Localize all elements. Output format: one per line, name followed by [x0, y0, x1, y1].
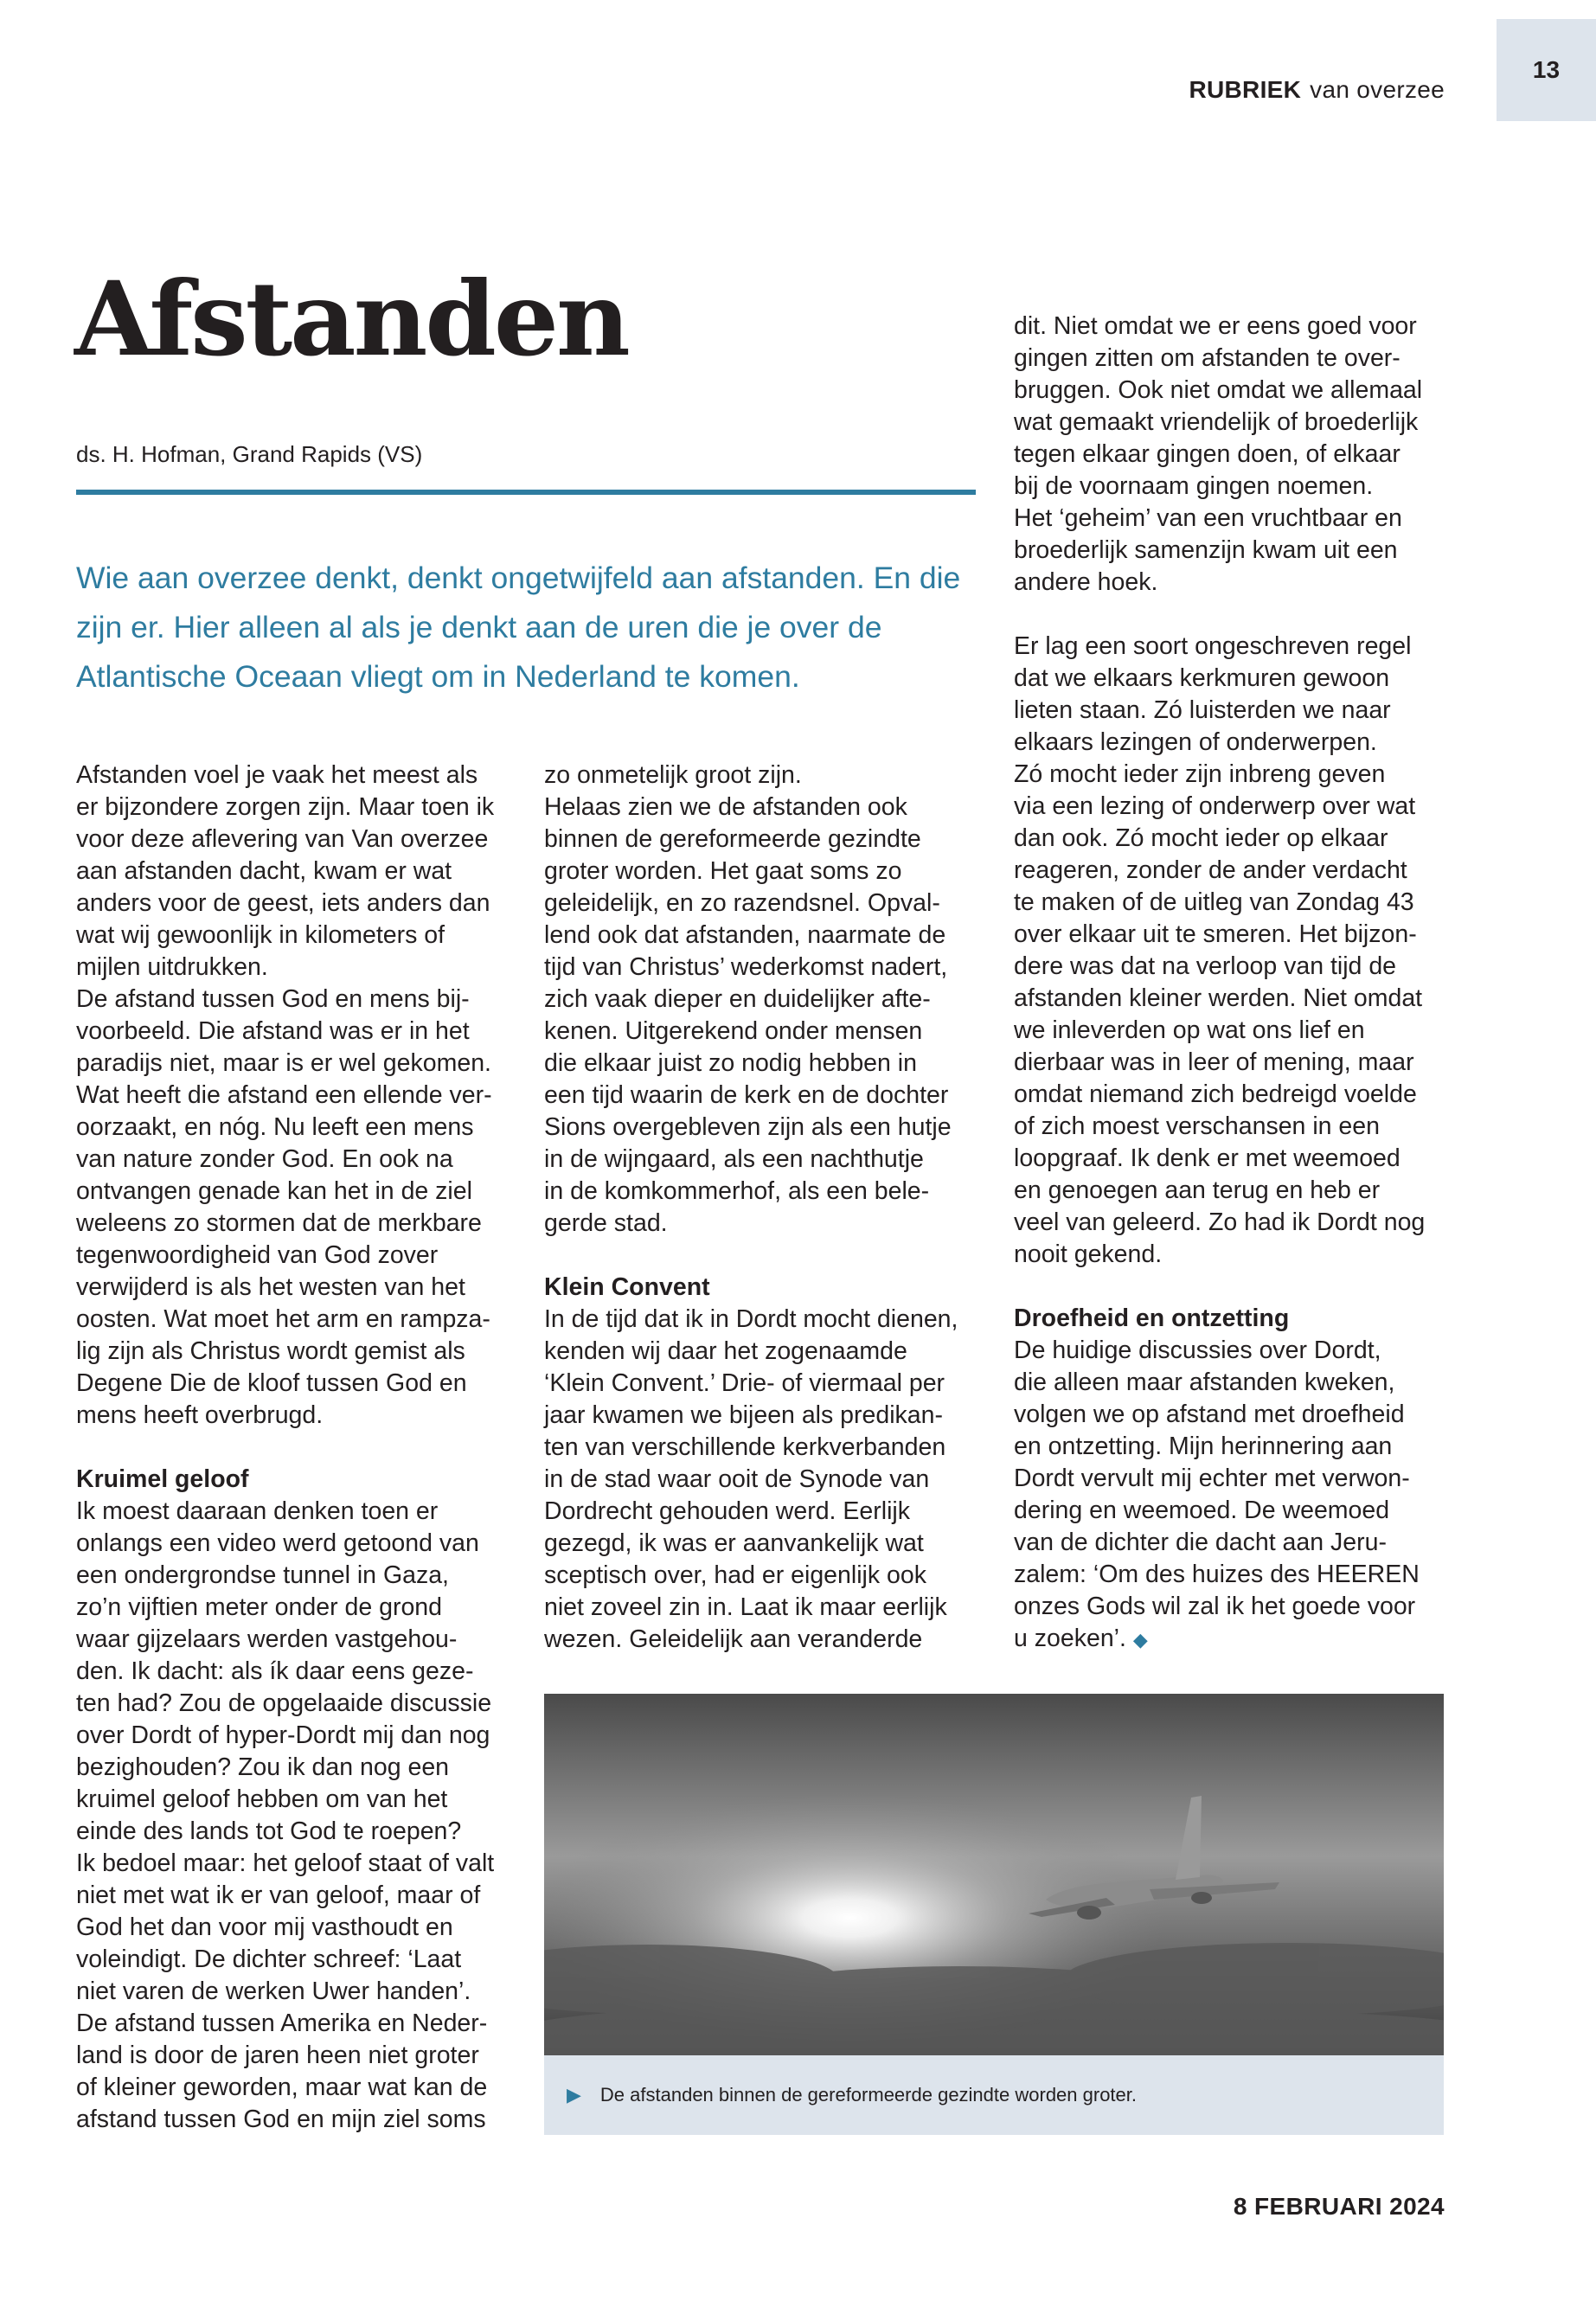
paragraph: dit. Niet omdat we er eens goed voor gingen zitten om afstanden te over- bruggen. Ook niet omdat we allemaal wat gemaakt vriendelijk of broederlijk tegen elkaar gingen doen, of elkaar bij de voornaam gingen noemen. Het ‘geheim’ van een vruchtbaar en broederlijk samenzijn kwam uit een andere hoek. [1014, 312, 1423, 596]
caption-text: De afstanden binnen de gereformeerde gezindte worden groter. [599, 2084, 1138, 2106]
paragraph: Er lag een soort ongeschreven regel dat we elkaars kerkmuren gewoon lieten staan. Zó luisterden we naar elkaars lezingen of onderwerpen. Zó mocht ieder zijn inbreng geven via een lezing of onderwerp over wat dan ook. Zó mocht ieder op elkaar reageren, zonder de ander verdacht te maken of de uitleg van Zondag 43 over elkaar uit te smeren. Het bijzon- dere was dat na verloop van tijd de afstanden kleiner werden. Niet omdat we inleverden op wat ons lief en dierbaar was in leer of mening, maar omdat niemand zich bedreigd voelde of zich moest verschansen in een loopgraaf. Ik denk er met weemoed en genoegen aan terug en heb er veel van geleerd. Zo had ik Dordt nog nooit gekend. [1014, 632, 1426, 1268]
issue-date: 8 FEBRUARI 2024 [1233, 2193, 1445, 2220]
paragraph: Ik moest daaraan denken toen er onlangs een video werd getoond van een ondergrondse tunnel in Gaza, zo’n vijftien meter onder de grond waar gijzelaars werden vastgehou- den. Ik dacht: als ík daar eens geze- ten had? Zou de opgelaaide discussie over Dordt of hyper-Dordt mij dan nog bezighouden? Zou ik dan nog een kruimel geloof hebben om van het einde des lands tot God te roepen? Ik bedoel maar: het geloof staat of valt niet met wat ik er van geloof, maar of God het dan voor mij vasthoudt en voleindigt. De dichter schreef: ‘Laat niet varen de werken Uwer handen’. De afstand tussen Amerika en Neder- land is door de jaren heen niet groter of kleiner geworden, maar wat kan de afstand tussen God en mijn ziel soms [76, 1497, 495, 2133]
airplane-photo [544, 1694, 1444, 2055]
page-number: 13 [1497, 19, 1596, 121]
column-1 [76, 760, 509, 2136]
triangle-marker-icon: ▶ [567, 2084, 581, 2106]
lead-paragraph: Wie aan overzee denkt, denkt ongetwijfeld aan afstanden. En die zijn er. Hier alleen al als je denkt aan de uren die je over de Atlantische Oceaan vliegt om in Nederland te komen. [76, 561, 961, 694]
subheading-klein-convent: Klein Convent [544, 1273, 710, 1301]
column-3 [1014, 311, 1446, 1656]
paragraph: In de tijd dat ik in Dordt mocht dienen, kenden wij daar het zogenaamde ‘Klein Convent.’ Drie- of viermaal per jaar kwamen we bijeen als predikan- ten van verschillende kerkverbanden in de stad waar ooit de Synode van Dordrecht gehouden werd. Eerlijk gezegd, ik was er aanvankelijk wat sceptisch over, had er eigenlijk ook niet zoveel zin in. Laat ik maar eerlijk wezen. Geleidelijk aan veranderde [544, 1305, 958, 1653]
photo-caption [544, 2055, 1444, 2135]
subheading-kruimel-geloof: Kruimel geloof [76, 1465, 249, 1493]
article-title: Afstanden [74, 259, 628, 379]
running-header [1189, 76, 1445, 104]
section-name: van overzee [1310, 76, 1445, 103]
column-2 [544, 760, 977, 1656]
paragraph: zo onmetelijk groot zijn. Helaas zien we de afstanden ook binnen de gereformeerde gezindte groter worden. Het gaat soms zo geleidelijk, en zo razendsnel. Opval- lend ook dat afstanden, naarmate de tijd van Christus’ wederkomst nadert, zich vaak dieper en duidelijker afte- kenen. Uitgerekend onder mensen die elkaar juist zo nodig hebben in een tijd waarin de kerk en de dochter Sions overgebleven zijn als een hutje in de wijngaard, als een nachthutje in de komkommerhof, als een bele- gerde stad. [544, 761, 952, 1237]
subheading-droefheid: Droefheid en ontzetting [1014, 1304, 1290, 1332]
paragraph-final: De huidige discussies over Dordt, die alleen maar afstanden kweken, volgen we op afstand met droefheid en ontzetting. Mijn herinnering aan Dordt vervult mij echter met verwon- dering en weemoed. De weemoed van de dichter die dacht aan Jeru- zalem: ‘Om des huizes des HEEREN onzes Gods wil zal ik het goede voor u zoeken’. ◆ [1014, 1336, 1420, 1652]
byline: ds. H. Hofman, Grand Rapids (VS) [76, 441, 423, 467]
title-rule [76, 490, 976, 495]
end-mark-icon: ◆ [1132, 1629, 1148, 1650]
paragraph: Afstanden voel je vaak het meest als er bijzondere zorgen zijn. Maar toen ik voor deze aflevering van Van overzee aan afstanden dacht, kwam er wat anders voor de geest, iets anders dan wat wij gewoonlijk in kilometers of mijlen uitdrukken. De afstand tussen God en mens bij- voorbeeld. Die afstand was er in het paradijs niet, maar is er wel gekomen. Wat heeft die afstand een ellende ver- oorzaakt, en nóg. Nu leeft een mens van nature zonder God. En ook na ontvangen genade kan het in de ziel weleens zo stormen dat de merkbare tegenwoordigheid van God zover verwijderd is als het westen van het oosten. Wat moet het arm en rampza- lig zijn als Christus wordt gemist als Degene Die de kloof tussen God en mens heeft overbrugd. [76, 761, 495, 1429]
rubriek-label: RUBRIEK [1189, 76, 1302, 103]
